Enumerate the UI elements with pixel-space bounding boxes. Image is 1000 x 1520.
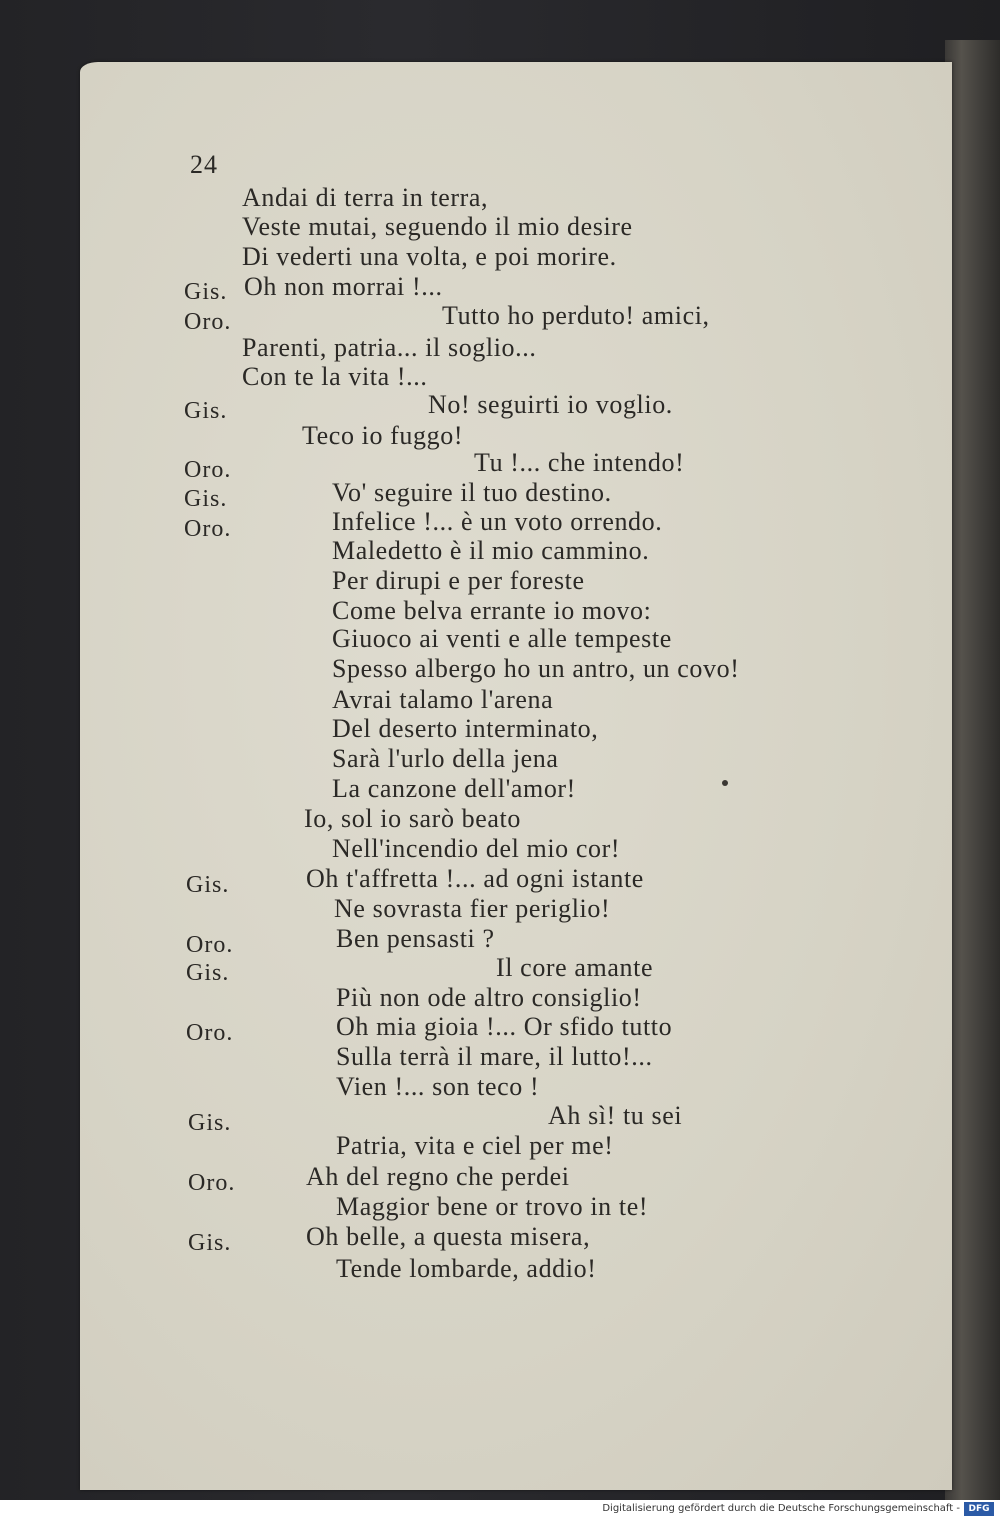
verse-line: Maggior bene or trovo in te! [336,1192,649,1221]
speaker-label: Oro. [186,1020,234,1046]
verse-line: Più non ode altro consiglio! [336,983,642,1012]
speaker-label: Oro. [188,1170,236,1196]
page-number: 24 [190,150,218,179]
verse-line: Il core amante [496,953,654,982]
verse-line: Ah del regno che perdei [306,1162,570,1191]
verse-line: Andai di terra in terra, [242,183,489,212]
verse-line: Oh non morrai !... [244,272,443,301]
speaker-label: Gis. [186,872,230,898]
verse-line: Del deserto interminato, [332,714,599,743]
verse-line: Ah sì! tu sei [548,1101,683,1130]
verse-line: Ne sovrasta fier periglio! [334,894,611,923]
verse-line: Nell'incendio del mio cor! [332,834,621,863]
speaker-label: Oro. [186,932,234,958]
verse-line: Vien !... son teco ! [336,1072,540,1101]
verse-line: Tende lombarde, addio! [336,1254,597,1283]
speaker-label: Gis. [184,279,228,305]
verse-line: Io, sol io sarò beato [304,804,521,833]
funding-credit: Digitalisierung gefördert durch die Deutsche Forschungsgemeinschaft - [602,1503,960,1514]
verse-line: Parenti, patria... il soglio... [242,333,537,362]
verse-line: Oh belle, a questa misera, [306,1222,591,1251]
speaker-label: Gis. [184,398,228,424]
speaker-label: Oro. [184,457,232,483]
verse-line: Teco io fuggo! [302,421,464,450]
speaker-label: Gis. [188,1230,232,1256]
verse-line: Come belva errante io movo: [332,596,652,625]
verse-line: Giuoco ai venti e alle tempeste [332,624,672,653]
adjacent-page-edge [945,40,1000,1500]
verse-line: Sulla terrà il mare, il lutto!... [336,1042,653,1071]
verse-line: La canzone dell'amor! [332,774,576,803]
verse-line: Ben pensasti ? [336,924,495,953]
verse-line: Di vederti una volta, e poi morire. [242,242,617,271]
dfg-logo[interactable]: DFG [964,1502,994,1516]
verse-line: Maledetto è il mio cammino. [332,536,650,565]
verse-line: Avrai talamo l'arena [332,685,554,714]
verse-line: Oh t'affretta !... ad ogni istante [306,864,644,893]
verse-line: Tu !... che intendo! [474,448,685,477]
verse-line: No! seguirti io voglio. [428,390,673,419]
verse-line: Infelice !... è un voto orrendo. [332,507,663,536]
verse-line: Con te la vita !... [242,362,428,391]
verse-line: Sarà l'urlo della jena [332,744,559,773]
speaker-label: Oro. [184,309,232,335]
verse-line: Patria, vita e ciel per me! [336,1131,614,1160]
verse-line: Per dirupi e per foreste [332,566,585,595]
verse-line: Vo' seguire il tuo destino. [332,478,612,507]
speaker-label: Gis. [188,1110,232,1136]
speaker-label: Oro. [184,516,232,542]
verse-line: Spesso albergo ho un antro, un covo! [332,654,740,683]
verse-line: Oh mia gioia !... Or sfido tutto [336,1012,673,1041]
speaker-label: Gis. [184,486,228,512]
verse-line: Veste mutai, seguendo il mio desire [242,212,633,241]
speaker-label: Gis. [186,960,230,986]
verse-line: Tutto ho perduto! amici, [442,301,710,330]
ink-spot [722,780,728,786]
